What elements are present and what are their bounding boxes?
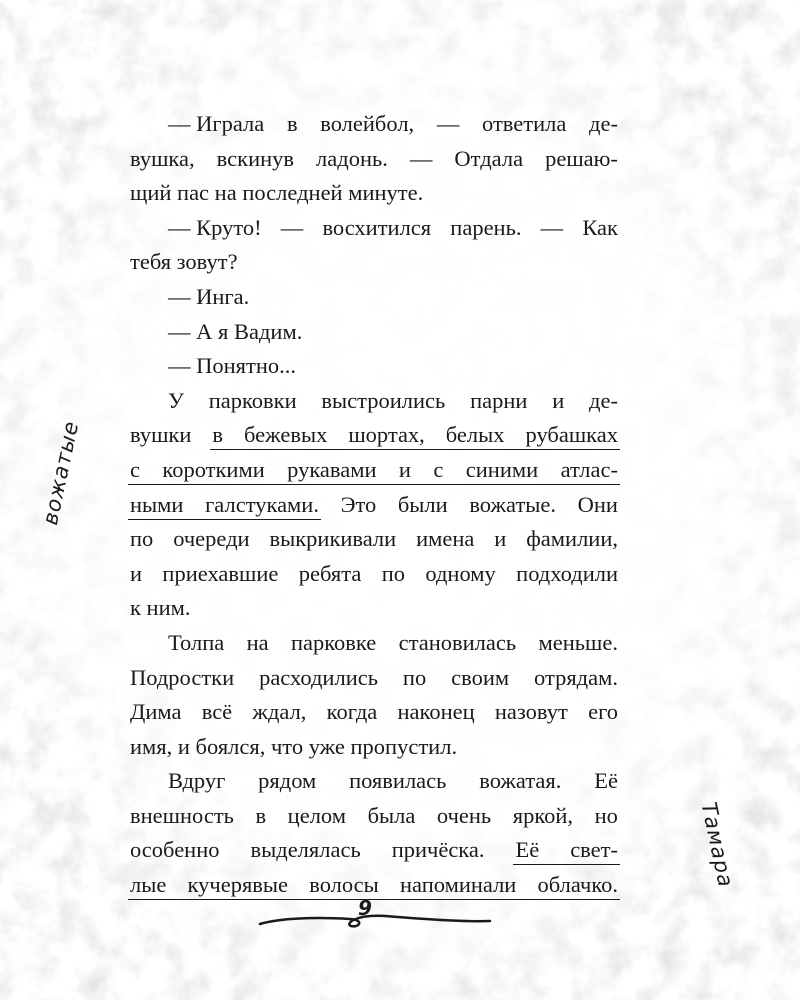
text-line [130,695,618,730]
word: по [381,560,405,586]
page-number: 9 [358,896,372,920]
word: очень [436,802,492,828]
word: парковке [290,629,377,655]
handwritten-underline [513,864,620,865]
word: белых [445,422,505,448]
text-line [130,107,618,142]
page-number-swoosh [255,900,495,940]
text-line [130,833,618,868]
text-line [130,868,618,903]
word: — [436,111,460,136]
word: де- [589,387,618,413]
word: Как [582,214,618,240]
word: подходили [516,560,618,586]
word: приехавшие [162,560,279,586]
word: У [168,387,184,413]
text-line [130,315,618,350]
word: Дима [130,699,182,725]
word: Её [515,837,540,863]
word: Подростки [130,664,235,690]
word: парни [470,387,528,413]
text-line [130,280,618,315]
word: — Инга. [168,283,250,309]
word: Толпа [168,629,225,655]
word: очереди [173,526,250,552]
word: были [397,491,448,517]
word: рубашках [525,422,618,448]
word: в [286,111,298,136]
text-line [130,176,618,211]
word: и [130,560,143,586]
word: — Понятно... [168,353,297,379]
word: всё [201,699,233,725]
text-line [130,591,618,626]
text-line [130,730,618,765]
word: и [552,387,565,413]
word: имена [416,526,475,552]
word: выкрикивали [269,526,397,552]
word: одному [425,560,496,586]
word: кучерявые [187,872,289,898]
word: отрядам. [534,664,618,690]
word: — [280,214,304,240]
word: появилась [349,768,447,794]
word: выстроились [321,387,446,413]
word: парень. [450,214,522,240]
word: по [130,526,154,552]
word: своим [451,664,510,690]
word: к ним. [130,595,191,621]
word: причёска. [391,837,485,863]
word: расходились [259,664,378,690]
word: ребята [298,560,362,586]
word: на [246,629,269,655]
word: яркой, [512,802,574,828]
word: меньше. [538,629,618,655]
handwritten-underline [128,484,620,485]
text-line [130,488,618,523]
text-line [130,661,618,696]
text-line [130,626,618,661]
handwritten-underline [210,449,620,450]
word: Её [594,768,618,794]
word: с [130,456,140,482]
word: его [588,699,618,725]
word: вскинув [216,145,295,171]
word: когда [326,699,378,725]
word: Вдруг [168,768,226,794]
word: и [398,456,411,482]
word: — [540,214,564,240]
word: Они [577,491,618,517]
word: бежевых [243,422,328,448]
text-line [130,557,618,592]
word: лые [130,872,167,898]
word: парковки [208,387,297,413]
word: ными [130,491,184,517]
word: вожатая. [479,768,562,794]
word: в [255,802,267,828]
word: наконец [397,699,475,725]
word: Это [340,491,377,517]
word: короткими [162,456,265,482]
word: атлас- [560,456,618,482]
word: становилась [398,629,517,655]
word: но [594,802,618,828]
word: де- [589,111,618,136]
handwritten-underline [128,519,321,520]
word: — [409,145,433,171]
word: — Круто! [168,214,262,240]
text-line [130,384,618,419]
word: облачко. [537,872,618,898]
word: волосы [309,872,379,898]
margin-note-left: вожатые [38,418,84,527]
word: назовут [494,699,568,725]
text-line [130,522,618,557]
word: ответила [482,111,567,136]
word: свет- [570,837,618,863]
word: по [402,664,427,690]
word: выделялась [250,837,361,863]
margin-note-right: Тамара [696,800,739,890]
word: с [433,456,444,482]
word: щий пас на последней минуте. [130,180,424,206]
word: фамилии, [526,526,618,552]
word: и [494,526,507,552]
word: ждал, [252,699,307,725]
word: напоминали [399,872,517,898]
word: ладонь. [316,145,388,171]
word: целом [287,802,346,828]
text-line [130,349,618,384]
word: рукавами [287,456,377,482]
word: рядом [258,768,317,794]
text-line [130,211,618,246]
word: шортах, [348,422,425,448]
word: галстуками. [205,491,319,517]
word: вушки [130,422,192,448]
word: внешность [130,802,234,828]
word: тебя зовут? [130,249,238,275]
text-line [130,799,618,834]
word: в [212,422,223,448]
word: имя, и боялся, что уже пропустил. [130,733,458,759]
word: была [367,802,416,828]
word: особенно [130,837,220,863]
text-line [130,764,618,799]
word: Отдала [454,145,524,171]
word: — А я Вадим. [168,318,303,344]
word: вожатые. [469,491,556,517]
word: решаю- [545,145,618,171]
word: синими [465,456,539,482]
text-line [130,245,618,280]
body-text [130,107,618,903]
word: волейбол, [320,111,415,136]
text-line [130,418,618,453]
text-line [130,453,618,488]
word: восхитился [322,214,432,240]
text-line [130,142,618,177]
word: вушка, [130,145,195,171]
word: — Играла [168,111,265,136]
